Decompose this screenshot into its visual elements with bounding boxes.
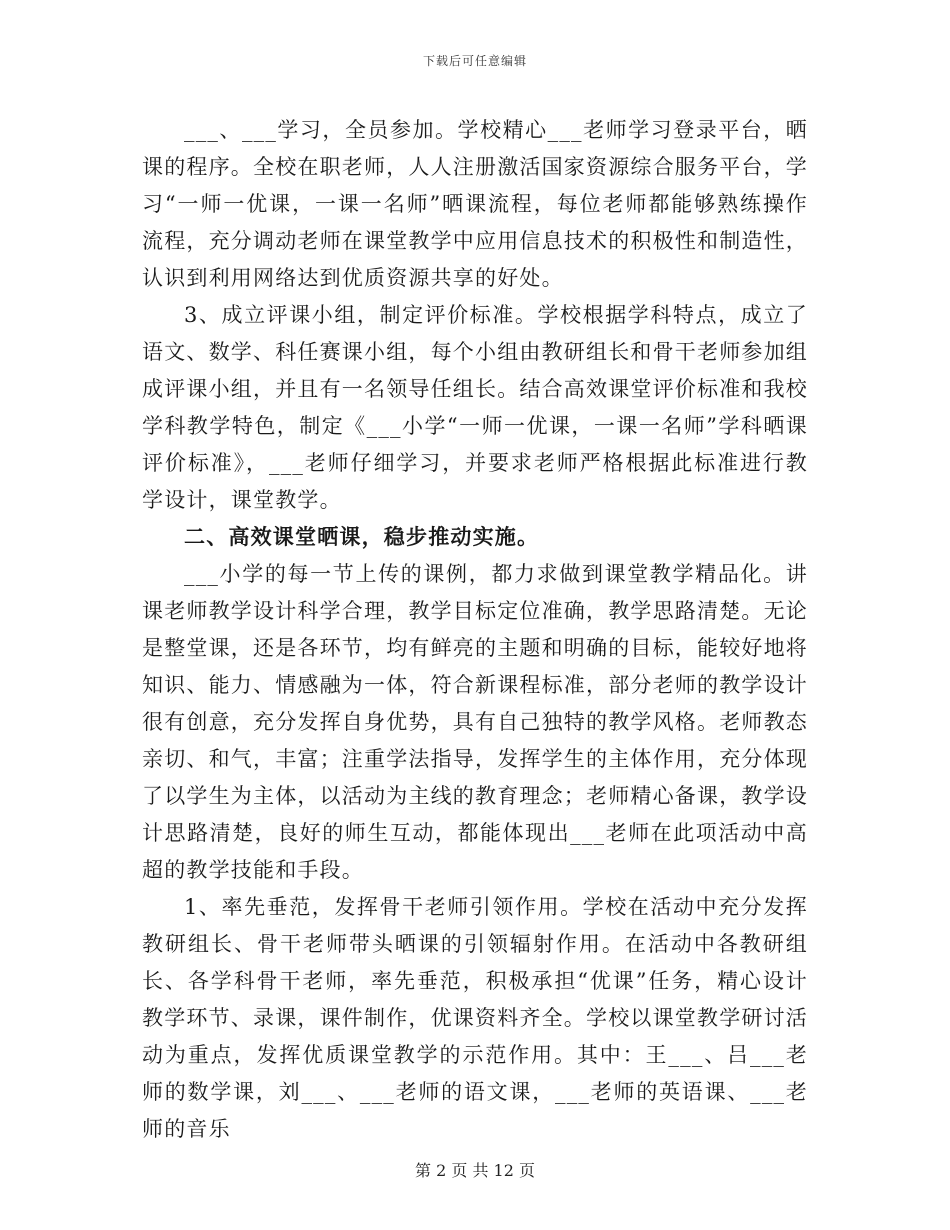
- page-header: 下载后可任意编辑: [422, 54, 527, 68]
- document-body: [142, 112, 808, 1148]
- paragraph-study-all-staff: ___、___学习，全员参加。学校精心___老师学习登录平台，晒课的程序。全校在职老师，人人注册激活国家资源综合服务平台，学习“一师一优课，一课一名师”晒课流程，每位老师都能够熟练操作流程，充分调动老师在课堂教学中应用信息技术的积极性和制造性，认识到利用网络达到优质资源共享的好处。: [142, 118, 808, 290]
- paragraph-quality-lessons: ___小学的每一节上传的课例，都力求做到课堂教学精品化。讲课老师教学设计科学合理，教学目标定位准确，教学思路清楚。无论是整堂课，还是各环节，均有鲜亮的主题和明确的目标，能较好地将知识、能力、情感融为一体，符合新课程标准，部分老师的教学设计很有创意，充分发挥自身优势，具有自己独特的教学风格。老师教态亲切、和气，丰富；注重学法指导，发挥学生的主体作用，充分体现了以学生为主体，以活动为主线的教育理念；老师精心备课，教学设计思路清楚，良好的师生互动，都能体现出___老师在此项活动中高超的教学技能和手段。: [142, 562, 808, 882]
- section-heading-2: 二、高效课堂晒课，稳步推动实施。: [184, 525, 540, 549]
- paragraph-evaluation-group: 3、成立评课小组，制定评价标准。学校根据学科特点，成立了语文、数学、科任赛课小组，每个小组由教研组长和骨干老师参加组成评课小组，并且有一名领导任组长。结合高效课堂评价标准和我校学科教学特色，制定《___小学“一师一优课，一课一名师”学科晒课评价标准》，___老师仔细学习，并要求老师严格根据此标准进行教学设计，课堂教学。: [142, 303, 808, 512]
- paragraph-lead-by-example: 1、率先垂范，发挥骨干老师引领作用。学校在活动中充分发挥教研组长、骨干老师带头晒课的引领辐射作用。在活动中各教研组长、各学科骨干老师，率先垂范，积极承担“优课”任务，精心设计教学环节、录课，课件制作，优课资料齐全。学校以课堂教学研讨活动为重点，发挥优质课堂教学的示范作用。其中：王___、吕___老师的数学课，刘___、___老师的语文课，___老师的英语课、___老师的音乐: [142, 895, 808, 1141]
- page-number: 第 2 页 共 12 页: [415, 1161, 535, 1180]
